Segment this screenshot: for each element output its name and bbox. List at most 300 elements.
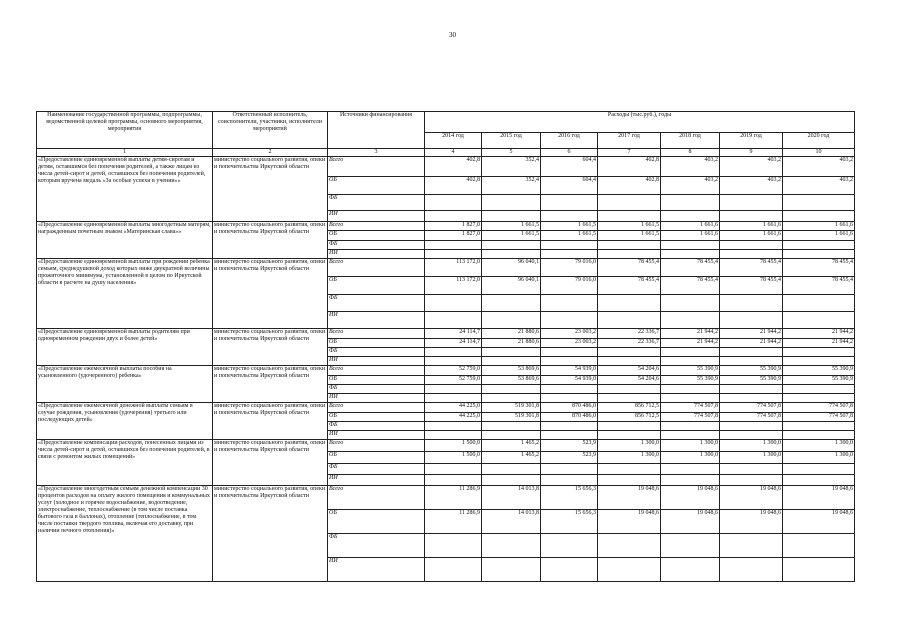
empty-cell (425, 357, 482, 366)
empty-cell (783, 475, 855, 486)
ob-value: 21 944,2 (661, 339, 720, 348)
total-value: 402,8 (425, 157, 482, 177)
empty-cell (598, 385, 661, 394)
total-value: 1 300,0 (783, 440, 855, 452)
empty-cell (661, 195, 720, 211)
empty-cell (598, 195, 661, 211)
year-header: 2019 год (720, 133, 783, 149)
empty-cell (425, 211, 482, 222)
total-value: 53 869,6 (482, 366, 541, 376)
ob-value: 774 507,8 (661, 413, 720, 422)
funding-source: ФБ (328, 422, 425, 431)
ob-value: 403,2 (720, 177, 783, 195)
funding-source: ФБ (328, 534, 425, 558)
total-value: 1 300,0 (720, 440, 783, 452)
ob-value: 78 455,4 (720, 277, 783, 295)
empty-cell (661, 475, 720, 486)
empty-cell (482, 431, 541, 440)
empty-cell (720, 431, 783, 440)
empty-cell (720, 558, 783, 582)
empty-cell (425, 558, 482, 582)
funding-source: ОБ (328, 277, 425, 295)
ob-value: 54 939,0 (541, 376, 598, 385)
ob-value: 1 661,6 (783, 231, 855, 241)
empty-cell (482, 250, 541, 259)
funding-source: Всего (328, 222, 425, 231)
year-header: 2016 год (541, 133, 598, 149)
empty-cell (541, 211, 598, 222)
ob-value: 1 661,6 (661, 231, 720, 241)
total-value: 352,4 (482, 157, 541, 177)
ob-value: 23 003,2 (541, 339, 598, 348)
funding-source: ИИ (328, 211, 425, 222)
ob-value: 870 486,0 (541, 413, 598, 422)
ob-value: 774 507,8 (783, 413, 855, 422)
empty-cell (425, 431, 482, 440)
funding-source: Всего (328, 157, 425, 177)
empty-cell (482, 464, 541, 475)
empty-cell (541, 431, 598, 440)
ob-value: 1 661,5 (541, 231, 598, 241)
column-number: 6 (541, 149, 598, 157)
program-name: «Предоставление единовременной выплаты родителям при одновременном рождении двух и более детей» (37, 329, 213, 366)
ob-value: 22 336,7 (598, 339, 661, 348)
empty-cell (783, 357, 855, 366)
ob-value: 1 500,0 (425, 452, 482, 464)
empty-cell (541, 475, 598, 486)
ob-value: 856 712,5 (598, 413, 661, 422)
total-value: 21 944,2 (783, 329, 855, 339)
empty-cell (598, 241, 661, 250)
total-value: 55 390,9 (661, 366, 720, 376)
empty-cell (720, 357, 783, 366)
header-source: Источники финансирования (328, 112, 425, 149)
header-expenses: Расходы (тыс.руб.), годы (425, 112, 855, 133)
ob-value: 352,4 (482, 177, 541, 195)
empty-cell (720, 195, 783, 211)
column-number: 5 (482, 149, 541, 157)
empty-cell (598, 475, 661, 486)
funding-source: Всего (328, 486, 425, 510)
column-number-row (37, 149, 855, 157)
funding-source: ФБ (328, 241, 425, 250)
funding-source: ОБ (328, 177, 425, 195)
total-value: 403,2 (783, 157, 855, 177)
table-header (37, 112, 855, 157)
ob-value: 14 013,8 (482, 510, 541, 534)
table-row (37, 157, 855, 177)
funding-source: Всего (328, 366, 425, 376)
empty-cell (425, 422, 482, 431)
empty-cell (541, 195, 598, 211)
ob-value: 52 759,0 (425, 376, 482, 385)
empty-cell (425, 385, 482, 394)
executor: министерство социального развития, опеки и попечительства Иркутской области (213, 403, 328, 440)
column-number: 10 (783, 149, 855, 157)
ob-value: 21 944,2 (720, 339, 783, 348)
year-header: 2018 год (661, 133, 720, 149)
funding-source: Всего (328, 403, 425, 413)
total-value: 870 486,0 (541, 403, 598, 413)
total-value: 604,4 (541, 157, 598, 177)
ob-value: 21 880,6 (482, 339, 541, 348)
empty-cell (661, 385, 720, 394)
ob-value: 403,2 (783, 177, 855, 195)
empty-cell (598, 348, 661, 357)
empty-cell (598, 250, 661, 259)
funding-source: Всего (328, 259, 425, 277)
table-row (37, 440, 855, 452)
empty-cell (482, 348, 541, 357)
ob-value: 1 300,0 (720, 452, 783, 464)
total-value: 78 455,4 (783, 259, 855, 277)
empty-cell (720, 534, 783, 558)
total-value: 523,9 (541, 440, 598, 452)
table-row (37, 329, 855, 339)
table-row (37, 259, 855, 277)
executor: министерство социального развития, опеки и попечительства Иркутской области (213, 259, 328, 329)
column-number: 4 (425, 149, 482, 157)
empty-cell (783, 348, 855, 357)
empty-cell (482, 422, 541, 431)
funding-source: ИИ (328, 357, 425, 366)
total-value: 774 507,8 (783, 403, 855, 413)
empty-cell (598, 295, 661, 312)
funding-source: ОБ (328, 376, 425, 385)
empty-cell (598, 464, 661, 475)
empty-cell (661, 241, 720, 250)
empty-cell (661, 295, 720, 312)
ob-value: 19 048,6 (720, 510, 783, 534)
empty-cell (720, 241, 783, 250)
total-value: 403,2 (720, 157, 783, 177)
empty-cell (482, 558, 541, 582)
total-value: 402,8 (598, 157, 661, 177)
executor: министерство социального развития, опеки и попечительства Иркутской области (213, 222, 328, 259)
empty-cell (598, 394, 661, 403)
empty-cell (482, 357, 541, 366)
empty-cell (425, 475, 482, 486)
total-value: 54 204,6 (598, 366, 661, 376)
empty-cell (598, 431, 661, 440)
empty-cell (541, 312, 598, 329)
column-number: 1 (37, 149, 213, 157)
total-value: 1 300,0 (661, 440, 720, 452)
total-value: 1 661,5 (541, 222, 598, 231)
funding-source: Всего (328, 440, 425, 452)
ob-value: 78 455,4 (598, 277, 661, 295)
empty-cell (783, 250, 855, 259)
empty-cell (598, 422, 661, 431)
total-value: 19 048,6 (783, 486, 855, 510)
total-value: 856 712,5 (598, 403, 661, 413)
year-header: 2014 год (425, 133, 482, 149)
executor: министерство социального развития, опеки и попечительства Иркутской области (213, 329, 328, 366)
column-number: 2 (213, 149, 328, 157)
empty-cell (482, 195, 541, 211)
empty-cell (425, 534, 482, 558)
empty-cell (482, 312, 541, 329)
empty-cell (661, 464, 720, 475)
program-name: «Предоставление компенсации расходов, понесенных лицами из числа детей-сирот и детей, оставшихся без попечения родителей, в связи с ремонтом жилых помещений» (37, 440, 213, 486)
ob-value: 1 661,5 (482, 231, 541, 241)
table-row (37, 486, 855, 510)
executor: министерство социального развития, опеки и попечительства Иркутской области (213, 486, 328, 582)
empty-cell (541, 464, 598, 475)
total-value: 22 336,7 (598, 329, 661, 339)
total-value: 19 048,6 (598, 486, 661, 510)
ob-value: 78 455,4 (783, 277, 855, 295)
funding-source: ФБ (328, 348, 425, 357)
table-body (37, 157, 855, 582)
empty-cell (598, 558, 661, 582)
column-number: 3 (328, 149, 425, 157)
total-value: 52 759,0 (425, 366, 482, 376)
program-name: «Предоставление единовременной выплаты при рождении ребенка семьям, среднедушевой доход которых ниже двукратной величины прожиточного минимума, установленной в целом по Иркутской области в расчете на душу населения» (37, 259, 213, 329)
funding-source: ОБ (328, 339, 425, 348)
ob-value: 19 048,6 (661, 510, 720, 534)
total-value: 21 944,2 (661, 329, 720, 339)
ob-value: 78 455,4 (661, 277, 720, 295)
total-value: 774 507,8 (661, 403, 720, 413)
empty-cell (783, 295, 855, 312)
empty-cell (661, 312, 720, 329)
total-value: 44 225,0 (425, 403, 482, 413)
table-row (37, 366, 855, 376)
total-value: 1 661,6 (783, 222, 855, 231)
empty-cell (541, 534, 598, 558)
ob-value: 15 656,3 (541, 510, 598, 534)
executor: министерство социального развития, опеки и попечительства Иркутской области (213, 366, 328, 403)
total-value: 78 455,4 (661, 259, 720, 277)
empty-cell (598, 357, 661, 366)
header-name: Наименование государственной программы, подпрограммы, ведомственной целевой программы, основного мероприятия, мероприятия (37, 112, 213, 149)
empty-cell (661, 211, 720, 222)
total-value: 19 048,6 (661, 486, 720, 510)
funding-source: ФБ (328, 295, 425, 312)
ob-value: 774 507,8 (720, 413, 783, 422)
ob-value: 21 944,2 (783, 339, 855, 348)
funding-source: ИИ (328, 250, 425, 259)
total-value: 113 172,0 (425, 259, 482, 277)
total-value: 55 390,9 (783, 366, 855, 376)
program-name: «Предоставление единовременной выплаты детям-сиротам и детям, оставшимся без попечения родителей, а также лицам из числа детей-сирот и детей, оставшихся без попечения родителей, которым вручена медаль «За особые успехи в учении»» (37, 157, 213, 222)
funding-source: ИИ (328, 394, 425, 403)
empty-cell (541, 250, 598, 259)
empty-cell (783, 394, 855, 403)
ob-value: 55 390,9 (783, 376, 855, 385)
funding-source: ФБ (328, 464, 425, 475)
total-value: 79 016,0 (541, 259, 598, 277)
total-value: 1 661,6 (661, 222, 720, 231)
total-value: 519 301,8 (482, 403, 541, 413)
ob-value: 19 048,6 (598, 510, 661, 534)
empty-cell (541, 241, 598, 250)
total-value: 1 300,0 (598, 440, 661, 452)
total-value: 54 939,0 (541, 366, 598, 376)
ob-value: 53 869,6 (482, 376, 541, 385)
empty-cell (720, 464, 783, 475)
empty-cell (482, 394, 541, 403)
ob-value: 24 114,7 (425, 339, 482, 348)
ob-value: 402,8 (598, 177, 661, 195)
empty-cell (598, 211, 661, 222)
total-value: 1 827,0 (425, 222, 482, 231)
empty-cell (783, 241, 855, 250)
empty-cell (720, 394, 783, 403)
empty-cell (661, 250, 720, 259)
total-value: 774 507,8 (720, 403, 783, 413)
ob-value: 55 390,9 (720, 376, 783, 385)
ob-value: 55 390,9 (661, 376, 720, 385)
ob-value: 519 301,8 (482, 413, 541, 422)
funding-source: ОБ (328, 231, 425, 241)
empty-cell (541, 348, 598, 357)
ob-value: 113 172,0 (425, 277, 482, 295)
funding-source: ИИ (328, 431, 425, 440)
empty-cell (720, 475, 783, 486)
year-header: 2017 год (598, 133, 661, 149)
table-row (37, 403, 855, 413)
ob-value: 1 827,0 (425, 231, 482, 241)
column-number: 9 (720, 149, 783, 157)
ob-value: 11 286,9 (425, 510, 482, 534)
empty-cell (720, 250, 783, 259)
ob-value: 96 040,1 (482, 277, 541, 295)
empty-cell (541, 295, 598, 312)
empty-cell (661, 357, 720, 366)
funding-source: ИИ (328, 558, 425, 582)
program-name: «Предоставление ежемесячной денежной выплаты семьям в случае рождения, усыновления (удочерения) третьего или последующих детей» (37, 403, 213, 440)
empty-cell (598, 534, 661, 558)
total-value: 21 944,2 (720, 329, 783, 339)
empty-cell (482, 475, 541, 486)
ob-value: 1 465,2 (482, 452, 541, 464)
column-number: 8 (661, 149, 720, 157)
funding-source: ИИ (328, 312, 425, 329)
empty-cell (541, 422, 598, 431)
ob-value: 604,4 (541, 177, 598, 195)
total-value: 24 114,7 (425, 329, 482, 339)
empty-cell (482, 211, 541, 222)
empty-cell (425, 348, 482, 357)
total-value: 11 286,9 (425, 486, 482, 510)
empty-cell (783, 195, 855, 211)
total-value: 78 455,4 (598, 259, 661, 277)
empty-cell (783, 211, 855, 222)
empty-cell (541, 558, 598, 582)
empty-cell (482, 295, 541, 312)
empty-cell (783, 534, 855, 558)
program-name: «Предоставление единовременной выплаты многодетным матерям, награжденным почетным знаком «Материнская слава»» (37, 222, 213, 259)
ob-value: 402,8 (425, 177, 482, 195)
total-value: 14 013,8 (482, 486, 541, 510)
total-value: 1 465,2 (482, 440, 541, 452)
executor: министерство социального развития, опеки и попечительства Иркутской области (213, 440, 328, 486)
ob-value: 1 300,0 (598, 452, 661, 464)
total-value: 19 048,6 (720, 486, 783, 510)
funding-source: ФБ (328, 195, 425, 211)
total-value: 78 455,4 (720, 259, 783, 277)
empty-cell (783, 558, 855, 582)
empty-cell (661, 422, 720, 431)
empty-cell (783, 422, 855, 431)
funding-source: ФБ (328, 385, 425, 394)
ob-value: 44 225,0 (425, 413, 482, 422)
ob-value: 1 661,6 (720, 231, 783, 241)
total-value: 15 656,3 (541, 486, 598, 510)
funding-source: ИИ (328, 475, 425, 486)
table-row (37, 222, 855, 231)
total-value: 1 661,5 (598, 222, 661, 231)
total-value: 403,2 (661, 157, 720, 177)
ob-value: 523,9 (541, 452, 598, 464)
empty-cell (720, 348, 783, 357)
empty-cell (783, 312, 855, 329)
ob-value: 1 300,0 (661, 452, 720, 464)
ob-value: 54 204,6 (598, 376, 661, 385)
total-value: 96 040,1 (482, 259, 541, 277)
empty-cell (482, 534, 541, 558)
header-executor: Ответственный исполнитель, соисполнители, участники, исполнители мероприятий (213, 112, 328, 149)
ob-value: 19 048,6 (783, 510, 855, 534)
total-value: 1 661,6 (720, 222, 783, 231)
empty-cell (661, 348, 720, 357)
total-value: 1 661,5 (482, 222, 541, 231)
ob-value: 1 661,5 (598, 231, 661, 241)
total-value: 1 500,0 (425, 440, 482, 452)
empty-cell (598, 312, 661, 329)
funding-source: ОБ (328, 413, 425, 422)
funding-source: ОБ (328, 510, 425, 534)
year-header: 2015 год (482, 133, 541, 149)
empty-cell (425, 195, 482, 211)
empty-cell (541, 357, 598, 366)
empty-cell (720, 295, 783, 312)
financing-table (36, 111, 855, 582)
empty-cell (425, 312, 482, 329)
total-value: 23 003,2 (541, 329, 598, 339)
funding-source: ОБ (328, 452, 425, 464)
year-header: 2020 год (783, 133, 855, 149)
empty-cell (425, 241, 482, 250)
empty-cell (425, 464, 482, 475)
total-value: 21 880,6 (482, 329, 541, 339)
program-name: «Предоставление ежемесячной выплаты пособия на усыновленного (удочеренного) ребенка» (37, 366, 213, 403)
empty-cell (783, 464, 855, 475)
funding-source: Всего (328, 329, 425, 339)
empty-cell (425, 394, 482, 403)
ob-value: 1 300,0 (783, 452, 855, 464)
empty-cell (783, 431, 855, 440)
page-number: 30 (449, 31, 456, 39)
program-name: «Предоставление многодетным семьям денежной компенсации 30 процентов расходов на оплату жилого помещения и коммунальных услуг (холодное и горячее водоснабжение, водоотведение, электроснабжение, теплоснабжение (в том числе поставка бытового газа в баллонах), отопление (теплоснабжение, в том числе поставки твердого топлива, включая его доставку, при наличии печного отопления)» (37, 486, 213, 582)
empty-cell (661, 534, 720, 558)
empty-cell (661, 431, 720, 440)
total-value: 55 390,9 (720, 366, 783, 376)
empty-cell (541, 385, 598, 394)
executor: министерство социального развития, опеки и попечительства Иркутской области (213, 157, 328, 222)
empty-cell (720, 211, 783, 222)
column-number: 7 (598, 149, 661, 157)
empty-cell (661, 394, 720, 403)
empty-cell (720, 312, 783, 329)
empty-cell (482, 385, 541, 394)
empty-cell (661, 558, 720, 582)
empty-cell (541, 394, 598, 403)
empty-cell (425, 250, 482, 259)
empty-cell (482, 241, 541, 250)
